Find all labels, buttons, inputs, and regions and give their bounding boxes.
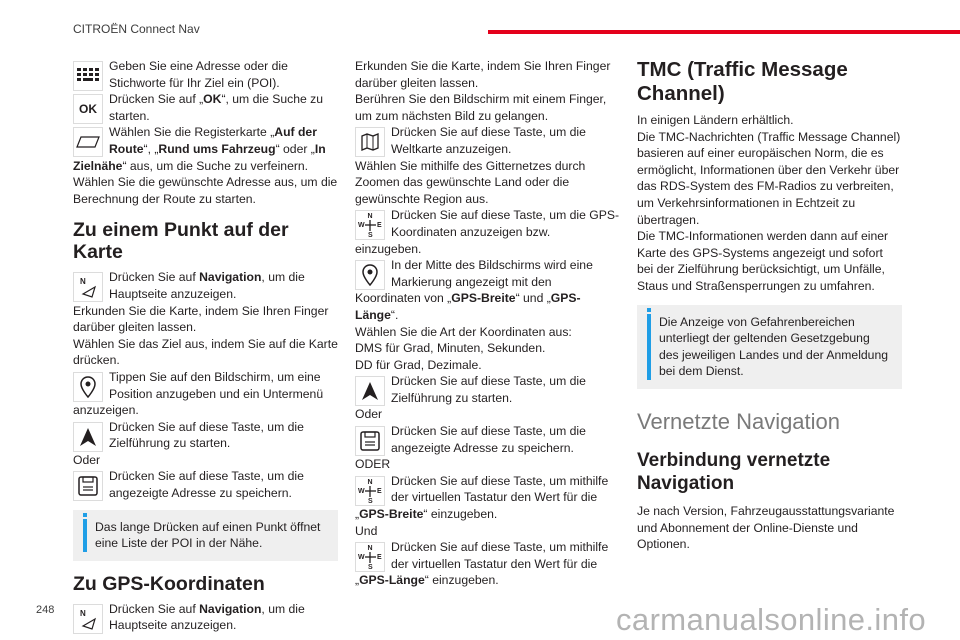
step-text: Drücken Sie auf diese Taste, um mithilfe der virtuellen Tastatur den Wert für die „GPS-Länge“ einzugeben. bbox=[355, 540, 609, 588]
svg-text:W: W bbox=[358, 487, 365, 495]
keyboard-icon bbox=[73, 61, 103, 91]
svg-text:S: S bbox=[368, 564, 373, 571]
go-step bbox=[355, 373, 620, 406]
svg-text:E: E bbox=[377, 554, 382, 562]
paragraph: DD für Grad, Dezimale. bbox=[355, 357, 482, 372]
section-heading: TMC (Traffic Message Channel) bbox=[637, 58, 848, 105]
start-guidance-icon bbox=[73, 422, 103, 452]
paragraph: Die TMC-Nachrichten (Traffic Message Channel) basieren auf einer europäischen Norm, die es ermöglicht, Informationen über den Verkehr über das RDS-System des FM-Radios zu verbreiten, um Verkehrsinformationen in Echtzeit zu übertragen. bbox=[637, 129, 901, 227]
info-box bbox=[73, 510, 338, 561]
info-icon bbox=[83, 519, 87, 552]
paragraph: Berühren Sie den Bildschirm mit einem Finger, um zum nächsten Bild zu gelangen. bbox=[355, 92, 607, 123]
longitude-step bbox=[355, 539, 620, 589]
step-text: Drücken Sie auf diese Taste, um mithilfe der virtuellen Tastatur den Wert für die „GPS-Breite“ einzugeben. bbox=[355, 473, 609, 522]
pin-step bbox=[73, 369, 338, 419]
paragraph: Oder bbox=[73, 452, 101, 467]
step-text: Tippen Sie auf den Bildschirm, um eine Position anzugeben und ein Untermenü anzuzeigen. bbox=[73, 369, 324, 418]
paragraph: Oder bbox=[355, 407, 383, 422]
paragraph: Wählen Sie die gewünschte Adresse aus, um die Berechnung der Route zu starten. bbox=[73, 175, 338, 206]
save-icon bbox=[355, 426, 385, 456]
navigation-icon bbox=[73, 604, 103, 634]
section-heading: Zu GPS-Koordinaten bbox=[73, 572, 265, 595]
paragraph: Und bbox=[355, 523, 378, 538]
paragraph: In einigen Ländern erhältlich. bbox=[637, 113, 794, 127]
paragraph: Erkunden Sie die Karte, indem Sie Ihren Finger darüber gleiten lassen. bbox=[73, 303, 329, 335]
step-text: Drücken Sie auf diese Taste, um die Weltkarte anzuzeigen. bbox=[391, 125, 586, 156]
svg-text:N: N bbox=[80, 277, 86, 287]
gps-step bbox=[355, 207, 620, 257]
header-accent-bar bbox=[488, 30, 960, 34]
step-text: Drücken Sie auf „OK“, um die Suche zu starten. bbox=[109, 92, 324, 123]
step-text: Drücken Sie auf Navigation, um die Hauptseite anzuzeigen. bbox=[109, 270, 305, 301]
paragraph: Wählen Sie mithilfe des Gitternetzes durch Zoomen das gewünschte Land oder die gewünschte Region aus. bbox=[355, 158, 586, 206]
ok-icon: OK bbox=[73, 94, 103, 124]
save-step bbox=[73, 468, 338, 501]
paragraph: ODER bbox=[355, 457, 391, 472]
compass-coordinates-icon bbox=[355, 476, 385, 506]
paragraph: Wählen Sie die Art der Koordinaten aus: bbox=[355, 324, 572, 339]
go-step bbox=[73, 419, 338, 452]
pin-step bbox=[355, 257, 620, 323]
subsection-heading: Verbindung vernetzte Navigation bbox=[637, 449, 831, 494]
info-text: Die Anzeige von Gefahrenbereichen unterliegt der geltenden Gesetzgebung des jeweiligen Landes und der Anmeldung bei dem Dienst. bbox=[659, 314, 889, 379]
column-2 bbox=[355, 58, 620, 589]
info-icon bbox=[647, 314, 651, 380]
step-text: Drücken Sie auf diese Taste, um die Zielführung zu starten. bbox=[109, 419, 304, 451]
column-1 bbox=[73, 58, 338, 634]
step-text: Drücken Sie auf diese Taste, um die angezeigte Adresse zu speichern. bbox=[109, 469, 304, 501]
navigation-step bbox=[73, 269, 338, 302]
step-text: Geben Sie eine Adresse oder die Stichworte für Ihr Ziel ein (POI). bbox=[109, 59, 288, 90]
page-number: 248 bbox=[36, 604, 55, 616]
header-title: CITROËN Connect Nav bbox=[73, 22, 200, 36]
svg-text:N: N bbox=[80, 608, 86, 618]
step-text: Wählen Sie die Registerkarte „Auf der Route“, „Rund ums Fahrzeug“ oder „In Zielnähe“ aus, um die Suche zu verfeinern. bbox=[73, 125, 326, 173]
info-text: Das lange Drücken auf einen Punkt öffnet eine Liste der POI in der Nähe. bbox=[95, 519, 321, 551]
svg-text:N: N bbox=[367, 478, 373, 486]
latitude-step bbox=[355, 473, 620, 523]
svg-text:N: N bbox=[367, 545, 373, 553]
section-heading: Zu einem Punkt auf der Karte bbox=[73, 219, 289, 264]
column-3 bbox=[637, 58, 902, 553]
tab-icon bbox=[73, 127, 103, 157]
svg-text:S: S bbox=[368, 232, 373, 239]
map-pin-icon bbox=[355, 260, 385, 290]
paragraph: Je nach Version, Fahrzeugausstattungsvariante und Abonnement der Online-Dienste und Optionen. bbox=[637, 503, 895, 552]
world-map-step bbox=[355, 124, 620, 157]
compass-coordinates-icon bbox=[355, 542, 385, 572]
step-text: In der Mitte des Bildschirms wird eine Markierung angezeigt mit den Koordinaten von „GPS-Breite“ und „GPS-Länge“. bbox=[355, 258, 593, 322]
start-guidance-icon bbox=[355, 376, 385, 406]
step-text: Drücken Sie auf diese Taste, um die angezeigte Adresse zu speichern. bbox=[391, 424, 586, 455]
step-text: Drücken Sie auf diese Taste, um die GPS-Koordinaten anzuzeigen bzw. einzugeben. bbox=[355, 208, 620, 256]
world-map-icon bbox=[355, 127, 385, 157]
svg-text:S: S bbox=[368, 497, 373, 504]
save-step bbox=[355, 423, 620, 456]
map-pin-icon bbox=[73, 372, 103, 402]
svg-text:E: E bbox=[377, 487, 382, 495]
ok-step bbox=[73, 91, 338, 124]
svg-text:W: W bbox=[358, 222, 365, 230]
paragraph: Die TMC-Informationen werden dann auf einer Karte des GPS-Systems angezeigt und sofort bei der Zielführung berücksichtigt, um Unfälle, Staus und Straßensperrungen zu umfahren. bbox=[637, 229, 889, 293]
svg-text:W: W bbox=[358, 554, 365, 562]
section-heading: Vernetzte Navigation bbox=[637, 408, 841, 434]
svg-text:E: E bbox=[377, 222, 382, 230]
step-text: Drücken Sie auf diese Taste, um die Zielführung zu starten. bbox=[391, 374, 586, 405]
paragraph: DMS für Grad, Minuten, Sekunden. bbox=[355, 341, 546, 356]
svg-text:N: N bbox=[367, 213, 373, 221]
navigation-step bbox=[73, 601, 338, 634]
compass-coordinates-icon bbox=[355, 210, 385, 240]
save-icon bbox=[73, 471, 103, 501]
watermark: carmanualsonline.info bbox=[616, 602, 926, 637]
tab-step bbox=[73, 124, 338, 174]
info-box bbox=[637, 305, 902, 389]
paragraph: Erkunden Sie die Karte, indem Sie Ihren Finger darüber gleiten lassen. bbox=[355, 59, 611, 90]
navigation-icon bbox=[73, 272, 103, 302]
keyboard-step bbox=[73, 58, 338, 91]
step-text: Drücken Sie auf Navigation, um die Hauptseite anzuzeigen. bbox=[109, 601, 305, 633]
paragraph: Wählen Sie das Ziel aus, indem Sie auf die Karte drücken. bbox=[73, 336, 338, 368]
